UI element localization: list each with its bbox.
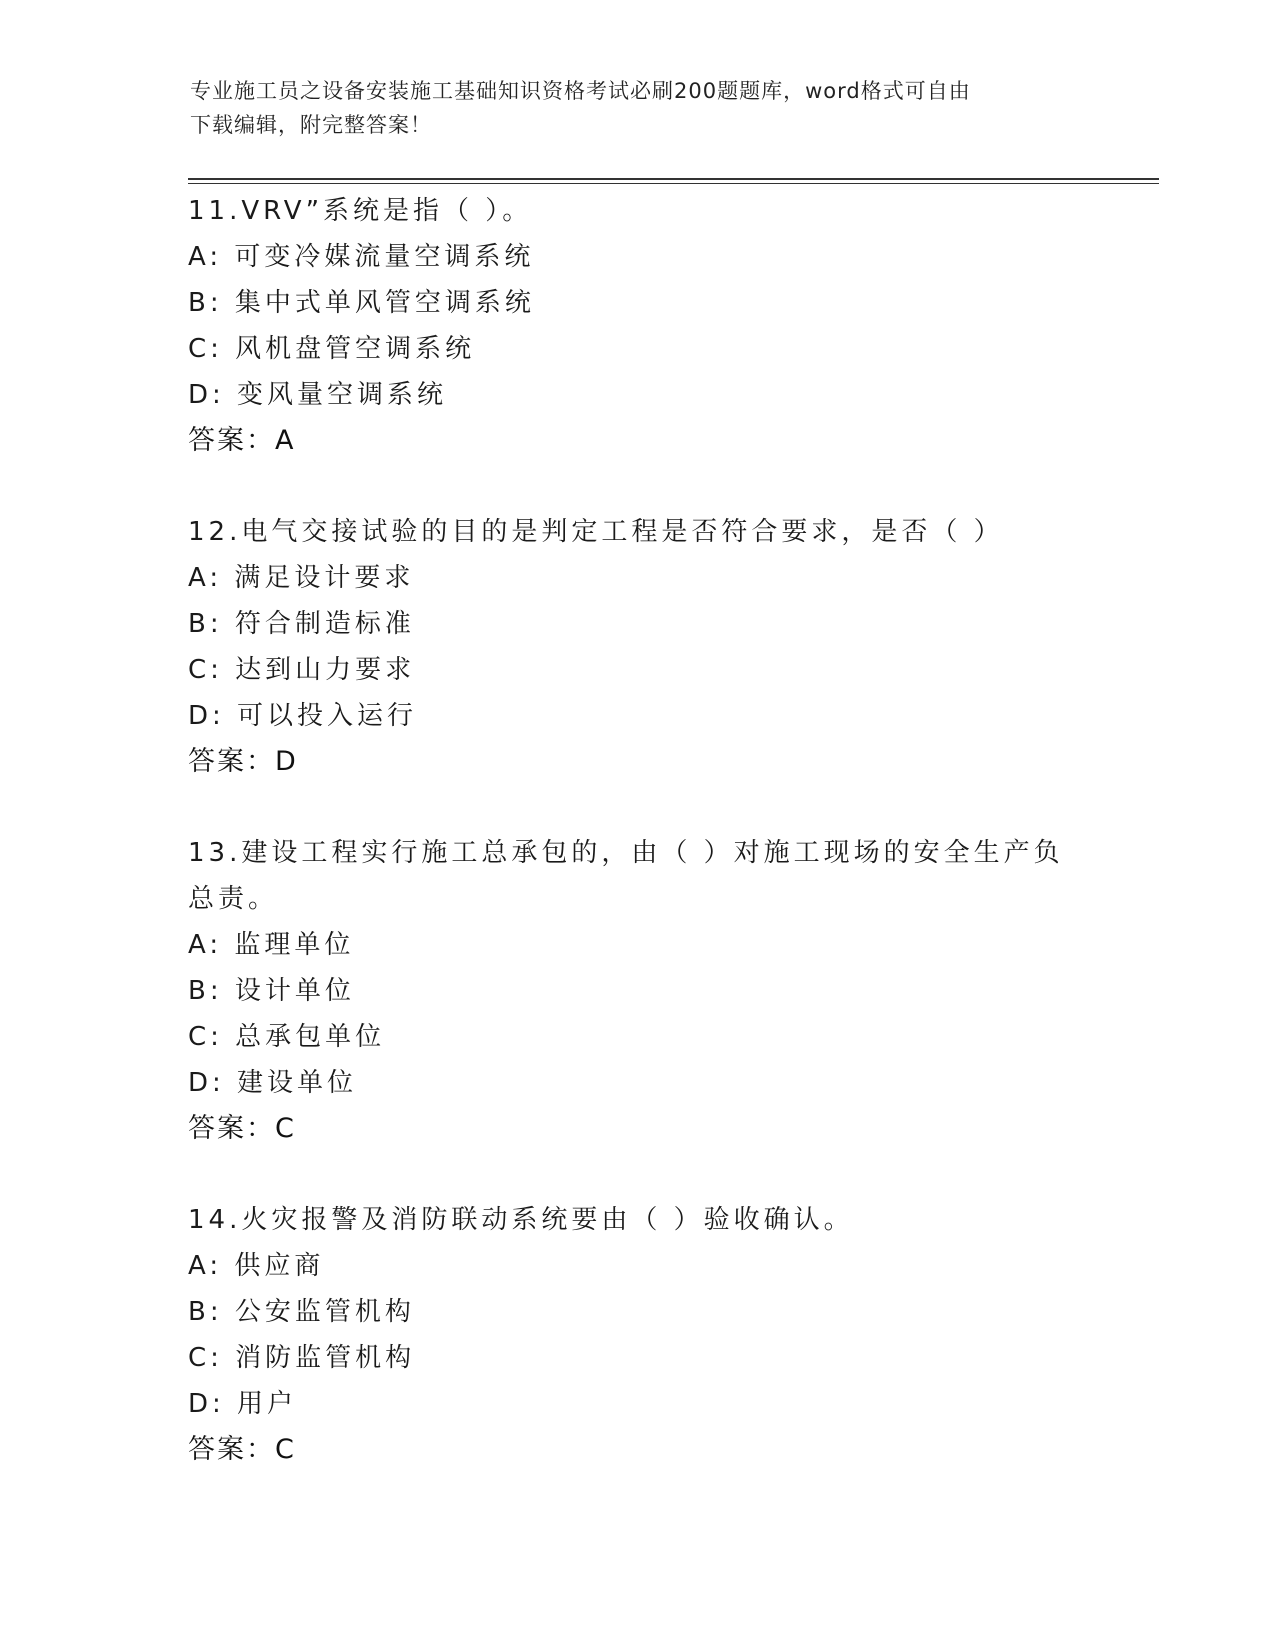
- question-stem: 11.VRV”系统是指（ ）。: [188, 196, 533, 226]
- answer-label: 答案：D: [188, 746, 298, 777]
- option-a: A: 满足设计要求: [188, 563, 415, 593]
- option-d: D: 变风量空调系统: [188, 380, 448, 410]
- question-14: [188, 1197, 1088, 1473]
- answer-label: 答案：C: [188, 1113, 296, 1144]
- option-c: C: 总承包单位: [188, 1022, 386, 1052]
- header-title-line-1: 专业施工员之设备安装施工基础知识资格考试必刷200题题库，word格式可自由: [190, 79, 971, 103]
- question-12: [188, 509, 1088, 785]
- document-header: [190, 74, 1090, 142]
- header-title-line-2: 下载编辑，附完整答案！: [190, 113, 432, 137]
- option-d: D: 建设单位: [188, 1068, 358, 1098]
- header-divider-thin: [188, 183, 1159, 184]
- answer-label: 答案：A: [188, 425, 296, 456]
- option-c: C: 达到山力要求: [188, 655, 416, 685]
- option-b: B: 集中式单风管空调系统: [188, 288, 535, 318]
- option-b: B: 公安监管机构: [188, 1297, 415, 1327]
- option-b: B: 设计单位: [188, 976, 355, 1006]
- question-stem: 13.建设工程实行施工总承包的，由（ ）对施工现场的安全生产负总责。: [188, 838, 1064, 914]
- option-c: C: 消防监管机构: [188, 1343, 416, 1373]
- option-d: D: 可以投入运行: [188, 701, 418, 731]
- question-stem: 12.电气交接试验的目的是判定工程是否符合要求，是否（ ）: [188, 517, 1004, 547]
- answer-label: 答案：C: [188, 1434, 296, 1465]
- option-b: B: 符合制造标准: [188, 609, 415, 639]
- option-a: A: 供应商: [188, 1251, 325, 1281]
- question-13: [188, 830, 1088, 1152]
- question-list: [188, 188, 1088, 1518]
- option-a: A: 监理单位: [188, 930, 355, 960]
- option-c: C: 风机盘管空调系统: [188, 334, 476, 364]
- option-a: A: 可变冷媒流量空调系统: [188, 242, 535, 272]
- option-d: D: 用户: [188, 1389, 298, 1419]
- question-11: [188, 188, 1088, 464]
- question-stem: 14.火灾报警及消防联动系统要由（ ）验收确认。: [188, 1205, 854, 1235]
- header-divider-thick: [188, 178, 1159, 180]
